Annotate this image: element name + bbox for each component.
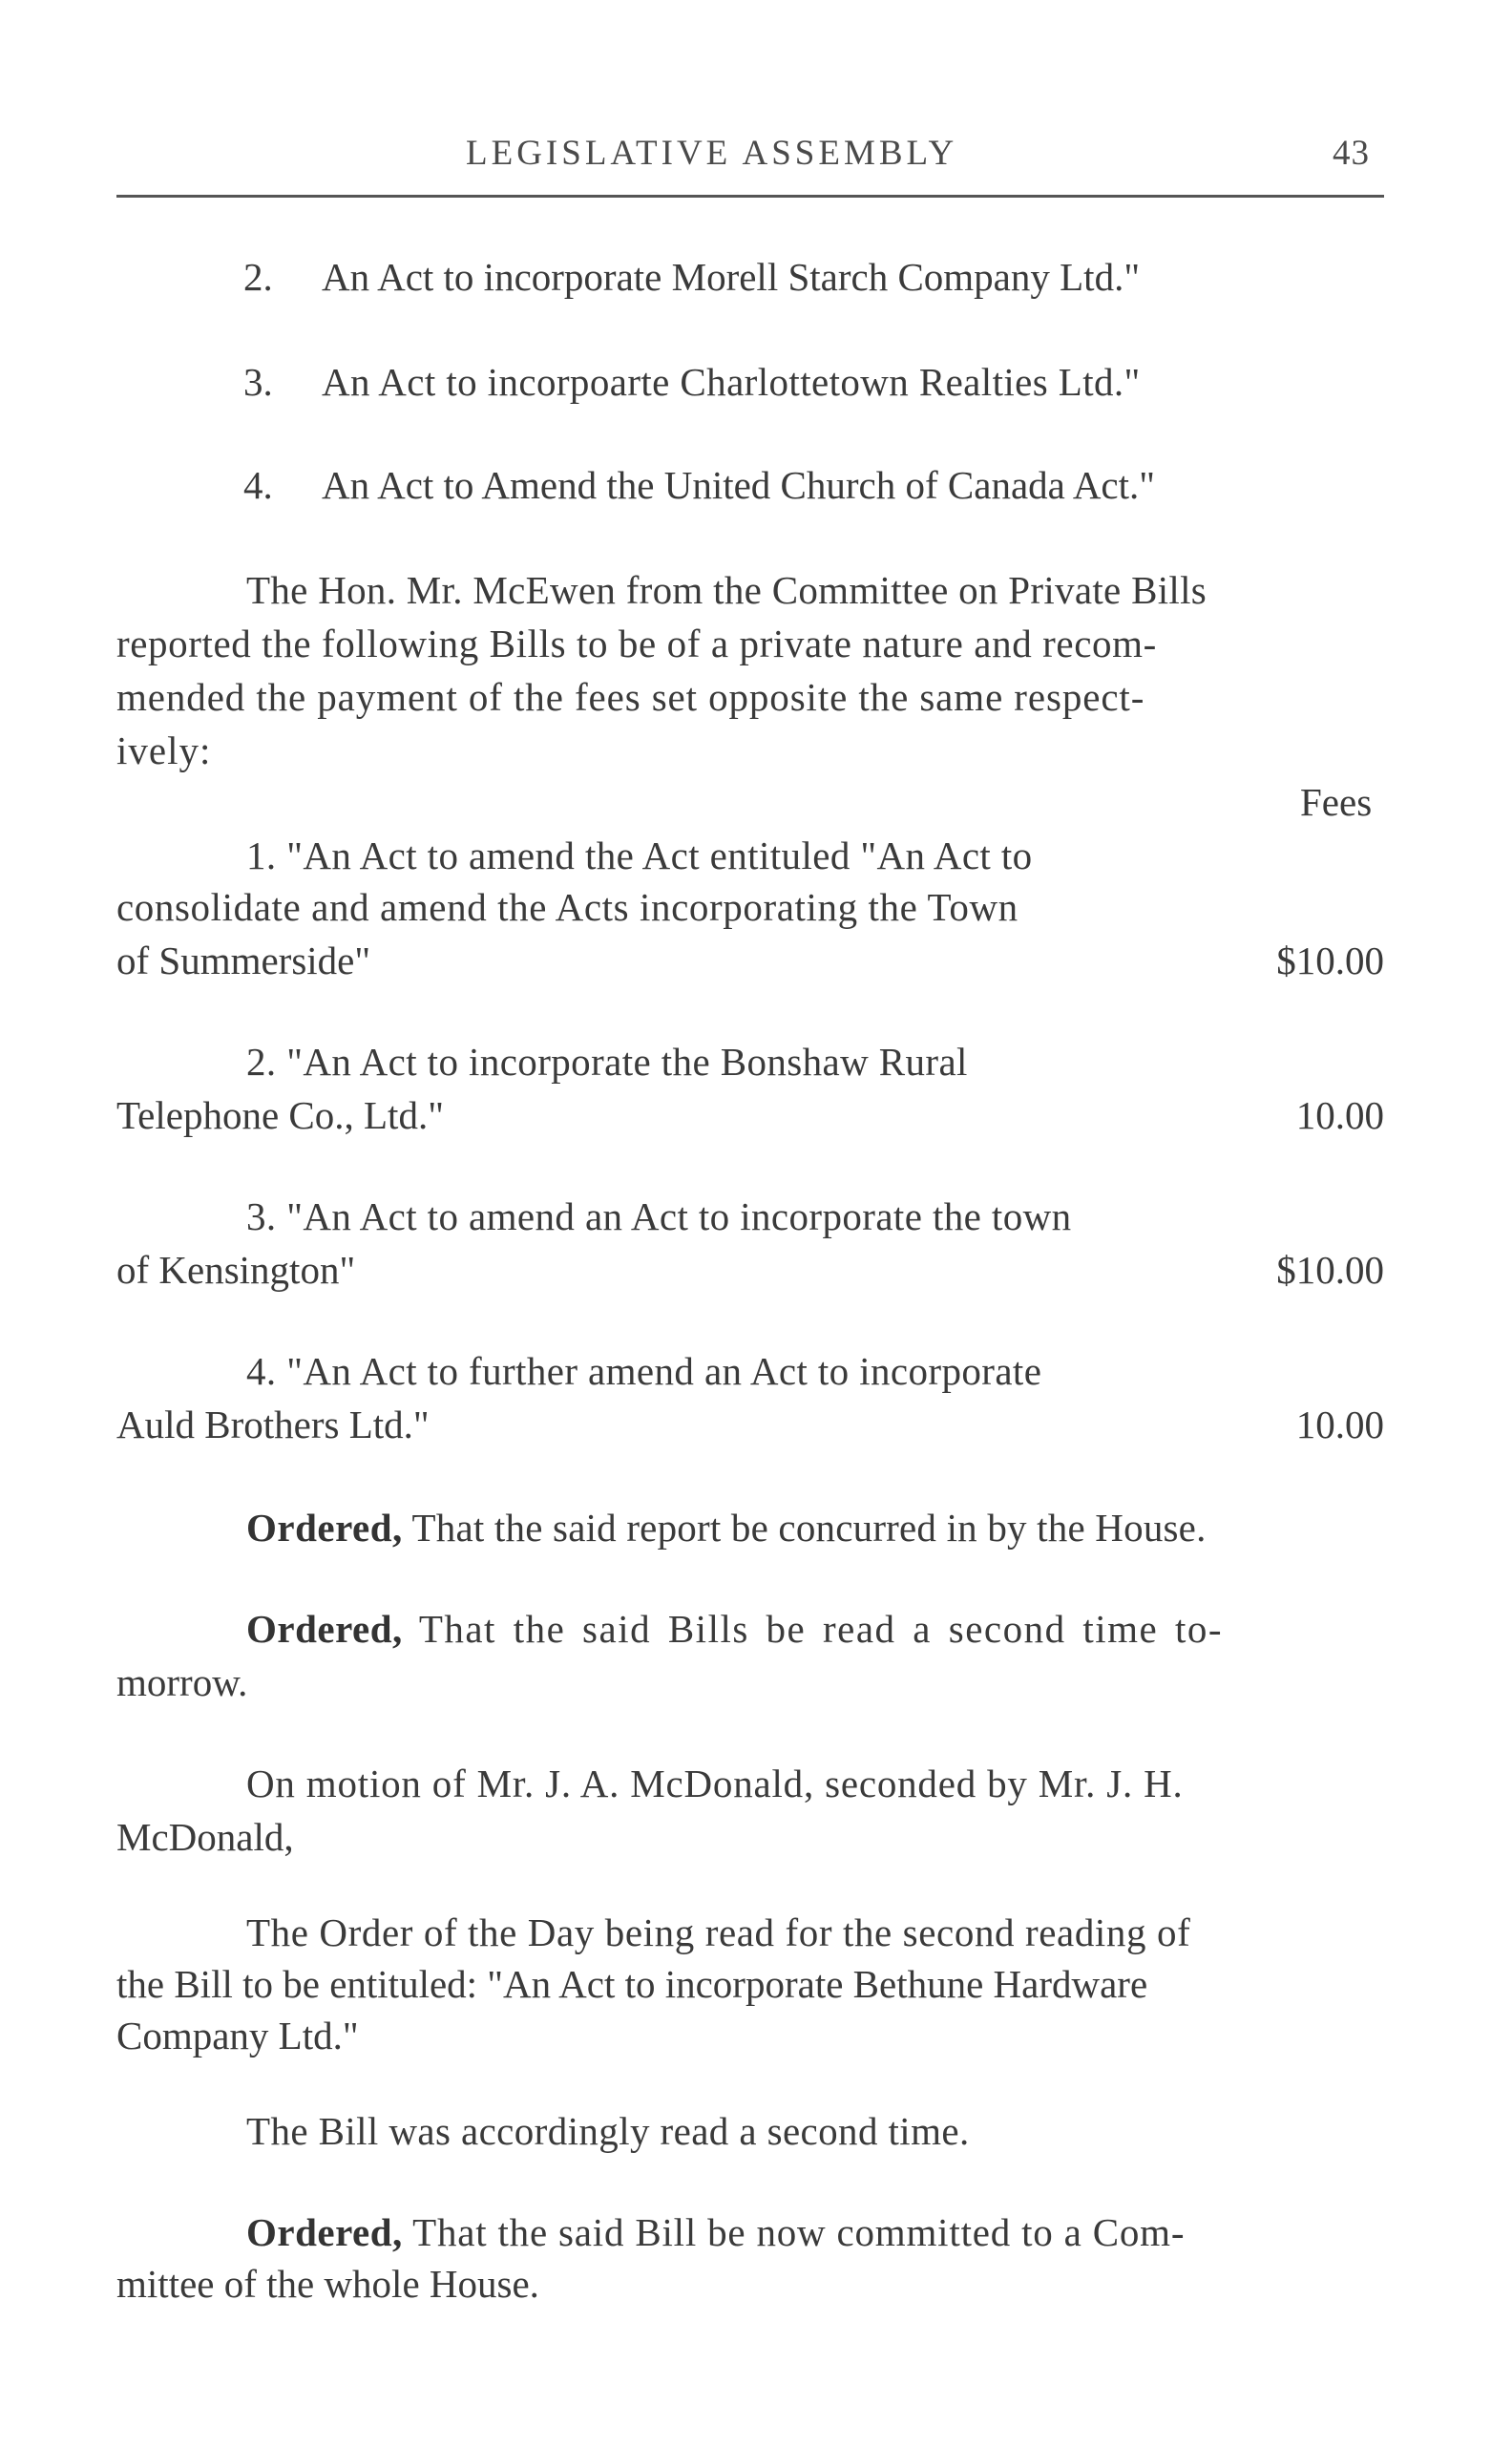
- motion-line: McDonald,: [116, 1815, 294, 1859]
- order-line: the Bill to be entituled: "An Act to incorporate Bethune Hardware: [116, 1962, 1148, 2006]
- ordered-label: Ordered,: [246, 1607, 403, 1651]
- fees-heading: Fees: [1300, 780, 1373, 824]
- ordered-paragraph: [246, 1607, 1224, 1651]
- order-line: Company Ltd.": [116, 2014, 359, 2058]
- ordered-paragraph: [246, 1506, 1207, 1550]
- bill-line: of Kensington": [116, 1248, 356, 1292]
- bill-line: Auld Brothers Ltd.": [116, 1403, 430, 1446]
- report-line: The Hon. Mr. McEwen from the Committee on Private Bills: [246, 568, 1208, 612]
- bill-line: 1. "An Act to amend the Act entituled "An Act to: [246, 834, 1033, 877]
- bill-line: consolidate and amend the Acts incorporating the Town: [116, 885, 1018, 929]
- bill-line: of Summerside": [116, 939, 371, 982]
- bill-fee: $10.00: [1276, 939, 1384, 982]
- bill-fee: 10.00: [1295, 1403, 1384, 1446]
- report-line: reported the following Bills to be of a private nature and recom-: [116, 622, 1157, 665]
- bill-fee: 10.00: [1295, 1093, 1384, 1137]
- act-title: An Act to incorporate Morell Starch Company Ltd.": [322, 255, 1141, 299]
- report-line: ively:: [116, 728, 212, 772]
- bill-line: 2. "An Act to incorporate the Bonshaw Rural: [246, 1040, 968, 1084]
- act-title: An Act to incorpoarte Charlottetown Realties Ltd.": [322, 360, 1141, 404]
- order-line: The Order of the Day being read for the second reading of: [246, 1910, 1191, 1954]
- ordered-text: That the said report be concurred in by the House.: [411, 1506, 1207, 1550]
- ordered-text: That the said Bills be read a second time to-: [418, 1607, 1224, 1651]
- second-reading-line: The Bill was accordingly read a second time.: [246, 2109, 970, 2153]
- act-number: 2.: [243, 255, 273, 299]
- bill-line: 4. "An Act to further amend an Act to incorporate: [246, 1349, 1042, 1393]
- bill-line: 3. "An Act to amend an Act to incorporate the town: [246, 1194, 1072, 1238]
- ordered-text: morrow.: [116, 1660, 248, 1704]
- act-number: 3.: [243, 360, 273, 404]
- ordered-text: That the said Bill be now committed to a Com-: [412, 2210, 1186, 2254]
- ordered-label: Ordered,: [246, 2210, 403, 2254]
- act-title: An Act to Amend the United Church of Canada Act.": [322, 463, 1156, 507]
- running-header: LEGISLATIVE ASSEMBLY: [466, 134, 958, 173]
- motion-line: On motion of Mr. J. A. McDonald, seconded by Mr. J. H.: [246, 1762, 1184, 1805]
- act-number: 4.: [243, 463, 273, 507]
- header-rule: [116, 195, 1384, 198]
- ordered-paragraph: [246, 2210, 1186, 2254]
- bill-line: Telephone Co., Ltd.": [116, 1093, 444, 1137]
- ordered-text: mittee of the whole House.: [116, 2262, 539, 2306]
- report-line: mended the payment of the fees set opposite the same respect-: [116, 675, 1145, 719]
- bill-fee: $10.00: [1276, 1248, 1384, 1292]
- ordered-label: Ordered,: [246, 1506, 403, 1550]
- page-number: 43: [1333, 134, 1370, 173]
